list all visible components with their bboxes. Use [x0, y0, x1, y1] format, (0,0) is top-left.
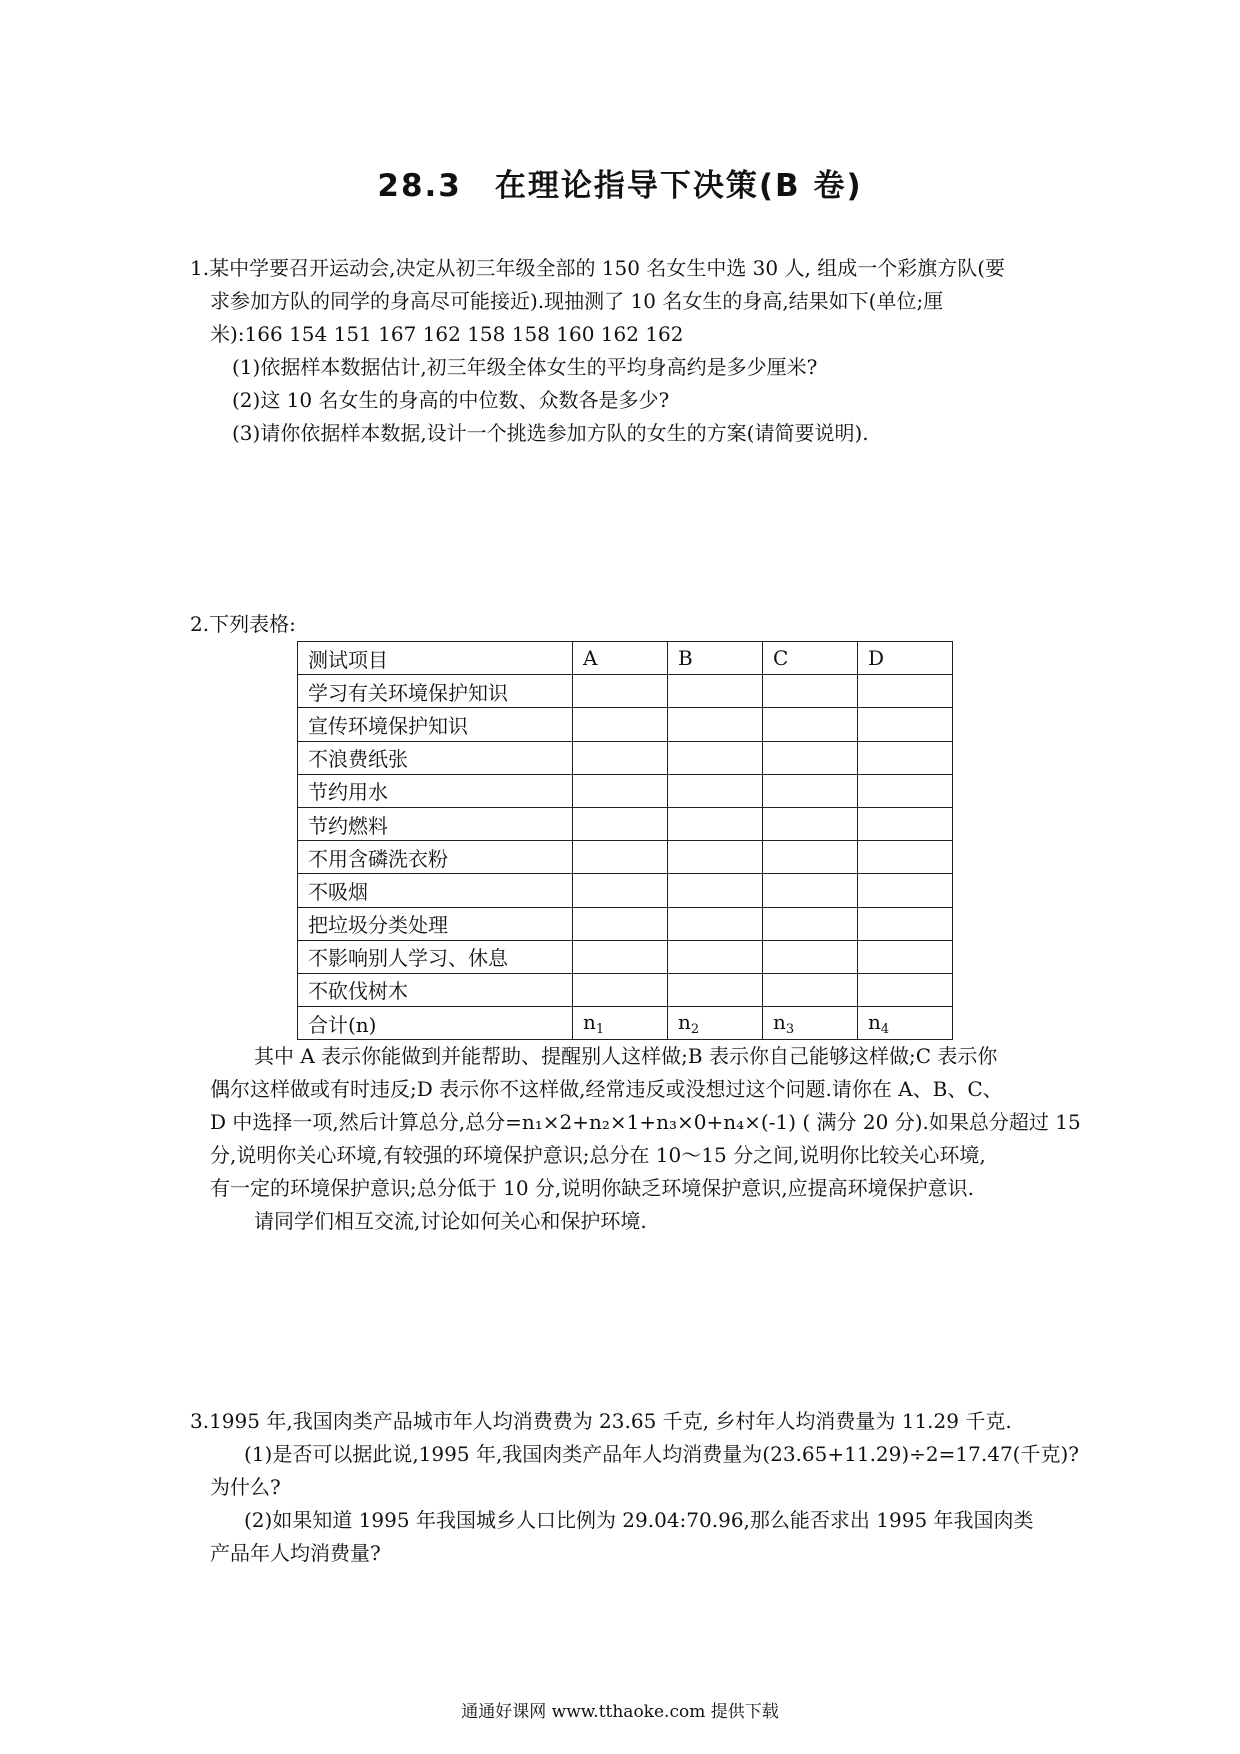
answer-cell [858, 774, 953, 807]
survey-table [297, 641, 953, 1040]
answer-cell [858, 874, 953, 907]
q3-subquestion-1-cont: 为什么? [210, 1475, 281, 1499]
answer-cell [573, 774, 668, 807]
answer-cell [858, 741, 953, 774]
answer-cell [573, 708, 668, 741]
table-row [298, 874, 953, 907]
item-label: 节约用水 [298, 774, 573, 807]
answer-cell [763, 807, 858, 840]
answer-cell [668, 907, 763, 940]
total-cell-n4: $n_4$ [858, 1007, 953, 1040]
table-total-row [298, 1007, 953, 1040]
answer-cell [763, 841, 858, 874]
answer-cell [668, 741, 763, 774]
q1-line-1: 1.某中学要召开运动会,决定从初三年级全部的 150 名女生中选 30 人, 组成一个彩旗方队(要 [190, 256, 1006, 280]
footer-credit: 通通好课网 www.tthaoke.com 提供下载 [461, 1702, 779, 1722]
answer-cell [573, 841, 668, 874]
answer-cell [668, 940, 763, 973]
answer-cell [668, 841, 763, 874]
table-row [298, 973, 953, 1006]
answer-cell [573, 675, 668, 708]
item-label: 节约燃料 [298, 807, 573, 840]
item-label: 不吸烟 [298, 874, 573, 907]
total-cell-n2: $n_2$ [668, 1007, 763, 1040]
table-header-row [298, 642, 953, 675]
answer-cell [858, 675, 953, 708]
answer-cell [573, 807, 668, 840]
answer-cell [763, 741, 858, 774]
table-row [298, 774, 953, 807]
item-label: 学习有关环境保护知识 [298, 675, 573, 708]
q3-subquestion-2: (2)如果知道 1995 年我国城乡人口比例为 29.04:70.96,那么能否求出 1995 年我国肉类 [244, 1508, 1034, 1532]
answer-cell [858, 907, 953, 940]
q3-line-1: 3.1995 年,我国肉类产品城市年人均消费费为 23.65 千克, 乡村年人均消费量为 11.29 千克. [190, 1409, 1012, 1433]
header-cell-d: D [858, 642, 953, 675]
answer-cell [668, 807, 763, 840]
answer-cell [763, 907, 858, 940]
page-title: 28.3 在理论指导下决策(B 卷) [377, 168, 863, 204]
answer-cell [573, 907, 668, 940]
answer-cell [858, 841, 953, 874]
q2-explanation-line-3: D 中选择一项,然后计算总分,总分=n₁×2+n₂×1+n₃×0+n₄×(-1) ( 满分 20 分).如果总分超过 15 [210, 1110, 1081, 1134]
item-label: 不影响别人学习、休息 [298, 940, 573, 973]
q1-subquestion-2: (2)这 10 名女生的身高的中位数、众数各是多少? [232, 388, 670, 412]
header-cell-b: B [668, 642, 763, 675]
answer-cell [668, 675, 763, 708]
q2-explanation-line-4: 分,说明你关心环境,有较强的环境保护意识;总分在 10～15 分之间,说明你比较关心环境, [210, 1143, 986, 1167]
total-cell-n1: $n_1$ [573, 1007, 668, 1040]
q1-subquestion-3: (3)请你依据样本数据,设计一个挑选参加方队的女生的方案(请简要说明). [232, 421, 869, 445]
q2-intro: 2.下列表格: [190, 612, 296, 636]
answer-cell [858, 708, 953, 741]
table-row [298, 940, 953, 973]
table-row [298, 841, 953, 874]
answer-cell [668, 708, 763, 741]
answer-cell [858, 973, 953, 1006]
total-label: 合计(n) [298, 1007, 573, 1040]
answer-cell [668, 774, 763, 807]
item-label: 把垃圾分类处理 [298, 907, 573, 940]
answer-cell [858, 807, 953, 840]
answer-cell [573, 741, 668, 774]
q1-subquestion-1: (1)依据样本数据估计,初三年级全体女生的平均身高约是多少厘米? [232, 355, 818, 379]
table-row [298, 807, 953, 840]
item-label: 不浪费纸张 [298, 741, 573, 774]
header-cell-c: C [763, 642, 858, 675]
answer-cell [763, 774, 858, 807]
answer-cell [573, 940, 668, 973]
answer-cell [763, 708, 858, 741]
table-row [298, 675, 953, 708]
answer-cell [858, 940, 953, 973]
item-label: 宣传环境保护知识 [298, 708, 573, 741]
q2-discussion-line: 请同学们相互交流,讨论如何关心和保护环境. [254, 1209, 647, 1233]
q2-explanation-line-5: 有一定的环境保护意识;总分低于 10 分,说明你缺乏环境保护意识,应提高环境保护意识. [210, 1176, 974, 1200]
q2-explanation-line-1: 其中 A 表示你能做到并能帮助、提醒别人这样做;B 表示你自己能够这样做;C 表示你 [254, 1044, 998, 1068]
q3-subquestion-1: (1)是否可以据此说,1995 年,我国肉类产品年人均消费量为(23.65+11.29)÷2=17.47(千克)? [244, 1442, 1079, 1466]
header-cell-item: 测试项目 [298, 642, 573, 675]
table-row [298, 708, 953, 741]
answer-cell [573, 973, 668, 1006]
item-label: 不砍伐树木 [298, 973, 573, 1006]
answer-cell [763, 940, 858, 973]
table-row [298, 741, 953, 774]
q2-explanation-line-2: 偶尔这样做或有时违反;D 表示你不这样做,经常违反或没想过这个问题.请你在 A、B、C、 [210, 1077, 1003, 1101]
header-cell-a: A [573, 642, 668, 675]
table-row [298, 907, 953, 940]
answer-cell [763, 874, 858, 907]
q3-subquestion-2-cont: 产品年人均消费量? [210, 1541, 381, 1565]
q1-line-2: 求参加方队的同学的身高尽可能接近).现抽测了 10 名女生的身高,结果如下(单位;厘 [210, 289, 944, 313]
item-label: 不用含磷洗衣粉 [298, 841, 573, 874]
answer-cell [763, 675, 858, 708]
answer-cell [763, 973, 858, 1006]
answer-cell [668, 874, 763, 907]
answer-cell [573, 874, 668, 907]
answer-cell [668, 973, 763, 1006]
q1-line-3: 米):166 154 151 167 162 158 158 160 162 162 [210, 322, 684, 346]
total-cell-n3: $n_3$ [763, 1007, 858, 1040]
